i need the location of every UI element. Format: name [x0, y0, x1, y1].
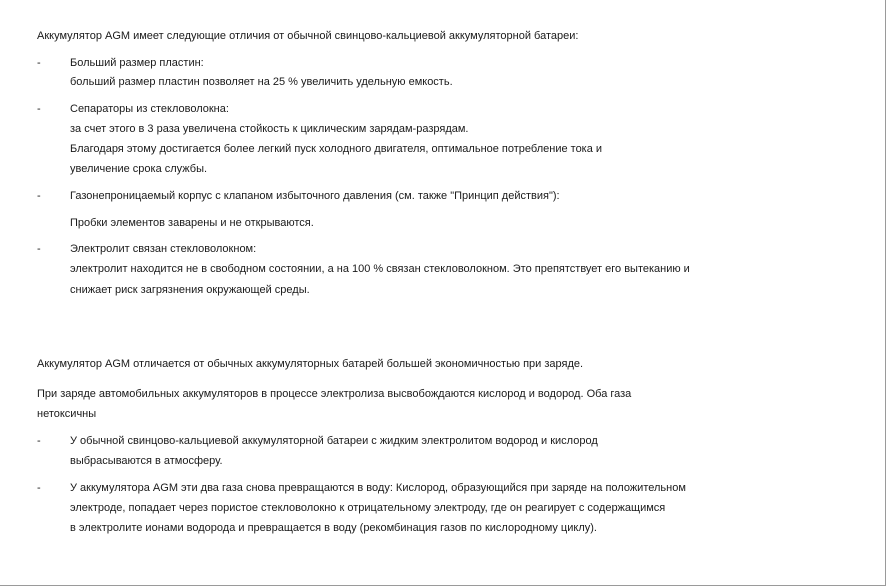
bullet-marker: -	[37, 482, 41, 494]
bullet-text-line: Благодаря этому достигается более легкий пуск холодного двигателя, оптимальное потребление тока и	[70, 143, 603, 155]
section1-intro: Аккумулятор AGM имеет следующие отличия от обычной свинцово-кальциевой аккумуляторной батареи:	[37, 30, 579, 42]
bullet-marker: -	[37, 190, 41, 202]
bullet-marker: -	[37, 103, 41, 115]
bullet-text-line: больший размер пластин позволяет на 25 % увеличить удельную емкость.	[70, 76, 453, 88]
bullet-text-line: за счет этого в 3 раза увеличена стойкость к циклическим зарядам-разрядам.	[70, 123, 469, 135]
bullet-text-line: в электролите ионами водорода и превращается в воду (рекомбинация газов по кислородному циклу).	[70, 522, 597, 534]
paragraph-line: нетоксичны	[37, 408, 97, 420]
section2-intro: Аккумулятор AGM отличается от обычных аккумуляторных батарей большей экономичностью при заряде.	[37, 358, 584, 370]
bullet-heading: Больший размер пластин:	[70, 57, 204, 69]
bullet-marker: -	[37, 435, 41, 447]
bullet-text-line: У аккумулятора AGM эти два газа снова превращаются в воду: Кислород, образующийся при заряде на положительном	[70, 482, 686, 494]
bullet-text-line: увеличение срока службы.	[70, 163, 208, 175]
bullet-text-line: снижает риск загрязнения окружающей среды.	[70, 284, 310, 296]
bullet-text-line: выбрасываются в атмосферу.	[70, 455, 223, 467]
bullet-text-line: электролит находится не в свободном состоянии, а на 100 % связан стекловолокном. Это препятствует его вытеканию и	[70, 263, 690, 275]
bullet-text-line: У обычной свинцово-кальциевой аккумуляторной батареи с жидким электролитом водород и кислород	[70, 435, 598, 447]
bullet-marker: -	[37, 243, 41, 255]
bullet-heading: Газонепроницаемый корпус с клапаном избыточного давления (см. также "Принцип действия"):	[70, 190, 560, 202]
bullet-text-line: Пробки элементов заварены и не открываются.	[70, 217, 314, 229]
bullet-heading: Электролит связан стекловолокном:	[70, 243, 257, 255]
bullet-marker: -	[37, 57, 41, 69]
paragraph-line: При заряде автомобильных аккумуляторов в процессе электролиза высвобождаются кислород и водород. Оба газа	[37, 388, 632, 400]
bullet-text-line: электроде, попадает через пористое стекловолокно к отрицательному электроду, где он реагирует с содержащимся	[70, 502, 666, 514]
bullet-heading: Сепараторы из стекловолокна:	[70, 103, 229, 115]
